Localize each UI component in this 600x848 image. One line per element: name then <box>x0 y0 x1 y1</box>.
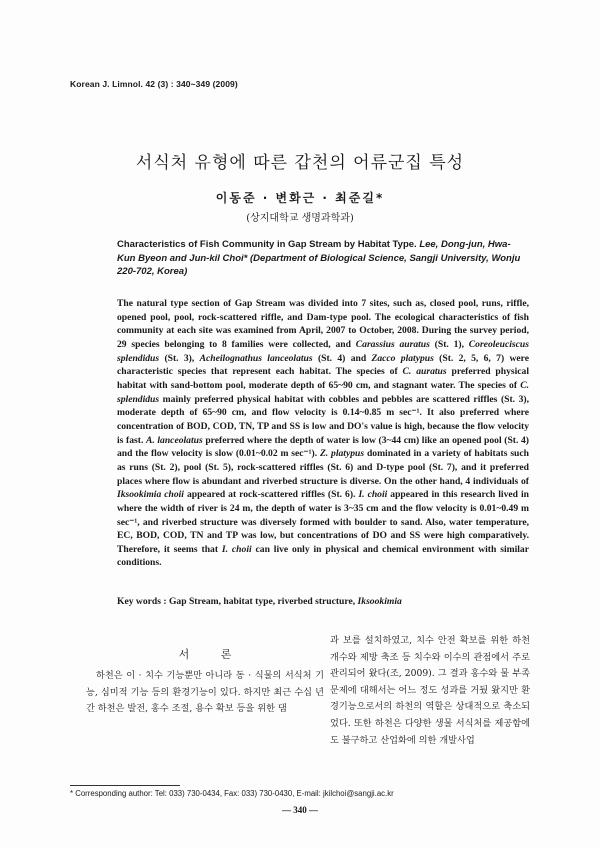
affiliation-korean: (상지대학교 생명과학과) <box>246 213 354 224</box>
authors-korean: 이동준 · 변화근 · 최준길* <box>215 191 385 205</box>
intro-paragraph-continued: 과 보를 설치하였고, 치수 안전 확보를 위한 하천 개수와 제방 축조 등 치수와 이수의 관점에서 주로 관리되어 왔다(조, 2009). 그 결과 홍수와 물 부족 문제에 대해서는 어느 정도 성과를 거뒀 왔지만 환경기능으로서의 하천의 역할은 상대적으로 축소되었다. 또한 하천은 다양한 생물 서식처를 제공함에도 불구하고 산업화에 의한 개발사업 <box>330 635 530 746</box>
english-title-block <box>117 238 529 279</box>
intro-paragraph: 하천은 이 · 치수 기능뿐만 아니라 동 · 식물의 서식처 기능, 심미적 기능 등의 환경기능이 있다. 하지만 최근 수십 년간 하천은 발전, 홍수 조절, 용수 확보 등을 위한 댐 <box>86 670 324 715</box>
footnote-rule <box>70 785 180 786</box>
journal-citation: Korean J. Limnol. 42 (3) : 340~349 (2009) <box>70 79 238 89</box>
title-korean: 서식처 유형에 따른 갑천의 어류군집 특성 <box>135 153 465 173</box>
page-number: — 340 — <box>282 805 318 815</box>
intro-left-column <box>86 668 324 718</box>
footnote-corresponding-author: * Corresponding author: Tel: 033) 730-0434, Fax: 033) 730-0430, E-mail: jkilchoi@sangji.ac.kr <box>70 789 394 798</box>
section-heading-introduction: 서 론 <box>178 648 246 661</box>
english-affiliation: (Department of Biological Science, Sangji University, Wonju 220-702, Korea) <box>117 252 521 277</box>
keywords: Key words : Gap Stream, habitat type, riverbed structure, Iksookimia <box>117 596 402 607</box>
abstract: The natural type section of Gap Stream was divided into 7 sites, such as, closed pool, runs, riffle, opened pool, pool, rock-scattered riffle, and Dam-type pool. The ecological characteristics of fish community at each site was examined from April, 2007 to October, 2008. During the survey period, 29 species belonging to 8 families were collected, and Carassius auratus (St. 1), Coreoleuciscus splendidus (St. 3), Acheilognathus lanceolatus (St. 4) and Zacco platypus (St. 2, 5, 6, 7) were characteristic species that represent each habitat. The species of C. auratus preferred physical habitat with sand-bottom pool, moderate depth of 65~90 cm, and stagnant water. The species of C. splendidus mainly preferred physical habitat with cobbles and pebbles are scattered riffles (St. 3), moderate depth of 65~90 cm, and flow velocity is 0.14~0.85 m sec⁻¹. It also preferred where concentration of BOD, COD, TN, TP and SS is low and DO's value is high, because the flow velocity is fast. A. lanceolatus preferred where the depth of water is low (3~44 cm) like an opened pool (St. 4) and the flow velocity is slow (0.01~0.02 m sec⁻¹). Z. platypus dominated in a variety of habitats such as runs (St. 2), pool (St. 5), rock-scattered riffles (St. 6) and D-type pool (St. 7), and it preferred places where flow is abundant and riverbed structure is diverse. On the other hand, 4 individuals of Iksookimia choii appeared at rock-scattered riffles (St. 6). I. choii appeared in this research lived in where the width of river is 24 m, the depth of water is 3~35 cm and the flow velocity is 0.01~0.49 m sec⁻¹, and riverbed structure was diversely formed with boulder to sand. Also, water temperature, EC, BOD, COD, TN and TP was low, but concentrations of DO and SS were high comparatively. Therefore, it seems that I. choii can live only in physical and chemical environment with similar conditions. <box>117 298 530 569</box>
english-authors: Lee, Dong-jun, Hwa-Kun Byeon and Jun-kil Choi* <box>117 239 511 264</box>
keywords-label: Key words : <box>117 596 169 607</box>
intro-right-column <box>330 633 530 749</box>
english-title: Characteristics of Fish Community in Gap Stream by Habitat Type. <box>117 239 417 250</box>
